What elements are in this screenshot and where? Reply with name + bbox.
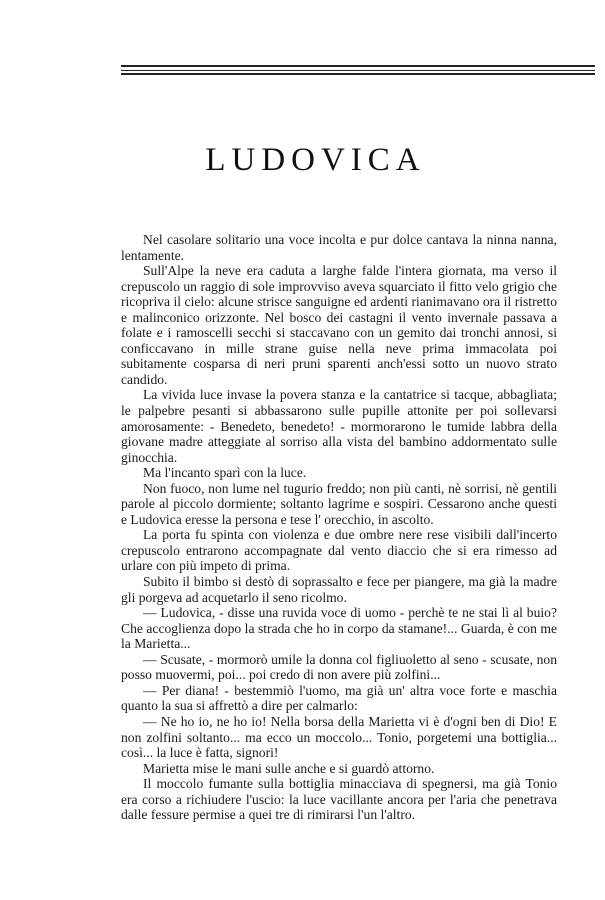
paragraph: — Per diana! - bestemmiò l'uomo, ma già un' altra voce forte e maschia quanto la sua si affrettò a dire per calmarlo:	[121, 682, 557, 714]
header-rule-bottom	[121, 73, 595, 75]
header-rule-top	[121, 65, 595, 67]
chapter-body	[121, 232, 557, 823]
paragraph: Non fuoco, non lume nel tugurio freddo; non più canti, nè sorrisi, nè gentili parole al piccolo dormiente; soltanto lagrime e sospiri. Cessarono anche questi e Ludovica eresse la persona e tese l' orecchio, in ascolto.	[121, 480, 557, 527]
header-rule-middle	[121, 70, 595, 71]
paragraph: Marietta mise le mani sulle anche e si guardò attorno.	[143, 760, 435, 776]
paragraph: La vivida luce invase la povera stanza e la cantatrice si tacque, abbagliata; le palpebre pesanti si abbassarono sulle pupille attonite per poi sollevarsi amorosamente: - Benedeto, benedeto! - mormorarono le tumide labbra della giovane madre atteggiate al sorriso alla vista del bambino addormentato sulle ginocchia.	[121, 387, 557, 465]
paragraph: La porta fu spinta con violenza e due ombre nere rese visibili dall'incerto crepuscolo entrarono accompagnate dal vento diaccio che si era rimesso ad urlare con più impeto di prima.	[121, 527, 557, 574]
paragraph: Subito il bimbo si destò di soprassalto e fece per piangere, ma già la madre gli porgeva ad acquetarlo il seno ricolmo.	[121, 574, 557, 605]
paragraph: Sull'Alpe la neve era caduta a larghe falde l'intera giornata, ma verso il crepuscolo un raggio di sole improvviso aveva squarciato il fitto velo grigio che ricopriva il cielo: alcune strisce sanguigne ed ardenti rianimavano ora il ristretto e malinconico orizzonte. Nel bosco dei castagni il vento invernale passava a folate e i ramoscelli secchi si staccavano con un gemito dai tronchi annosi, si conficcavano in mille strane guise nella neve prima immacolata poi subitamente cosparsa di neri pruni sparenti anch'essi sotto un nuovo strato candido.	[121, 263, 557, 387]
paragraph: Nel casolare solitario una voce incolta e pur dolce cantava la ninna nanna, lentamente.	[121, 232, 557, 263]
paragraph: — Ne ho io, ne ho io! Nella borsa della Marietta vi è d'ogni ben di Dio! E non zolfini soltanto... ma ecco un moccolo... Tonio, porgetemi una bottiglia... così... la luce è fatta, signori!	[121, 713, 557, 761]
paragraph: Ma l'incanto sparì con la luce.	[143, 465, 307, 481]
paragraph: Il moccolo fumante sulla bottiglia minacciava di spegnersi, ma già Tonio era corso a richiudere l'uscio: la luce vacillante ancora per l'aria che penetrava dalle fessure permise a quei tre di rimirarsi l'un l'altro.	[121, 776, 557, 823]
paragraph: — Scusate, - mormorò umile la donna col figliuoletto al seno - scusate, non posso muovermi, poi... poi credo di non avere più zolfini...	[121, 651, 557, 683]
paragraph: — Ludovica, - disse una ruvida voce di uomo - perchè te ne stai lì al buio? Che accoglienza dopo la strada che ho in corpo da stamane!... Guarda, è con me la Marietta...	[121, 605, 557, 652]
chapter-title: LUDOVICA	[205, 142, 426, 178]
